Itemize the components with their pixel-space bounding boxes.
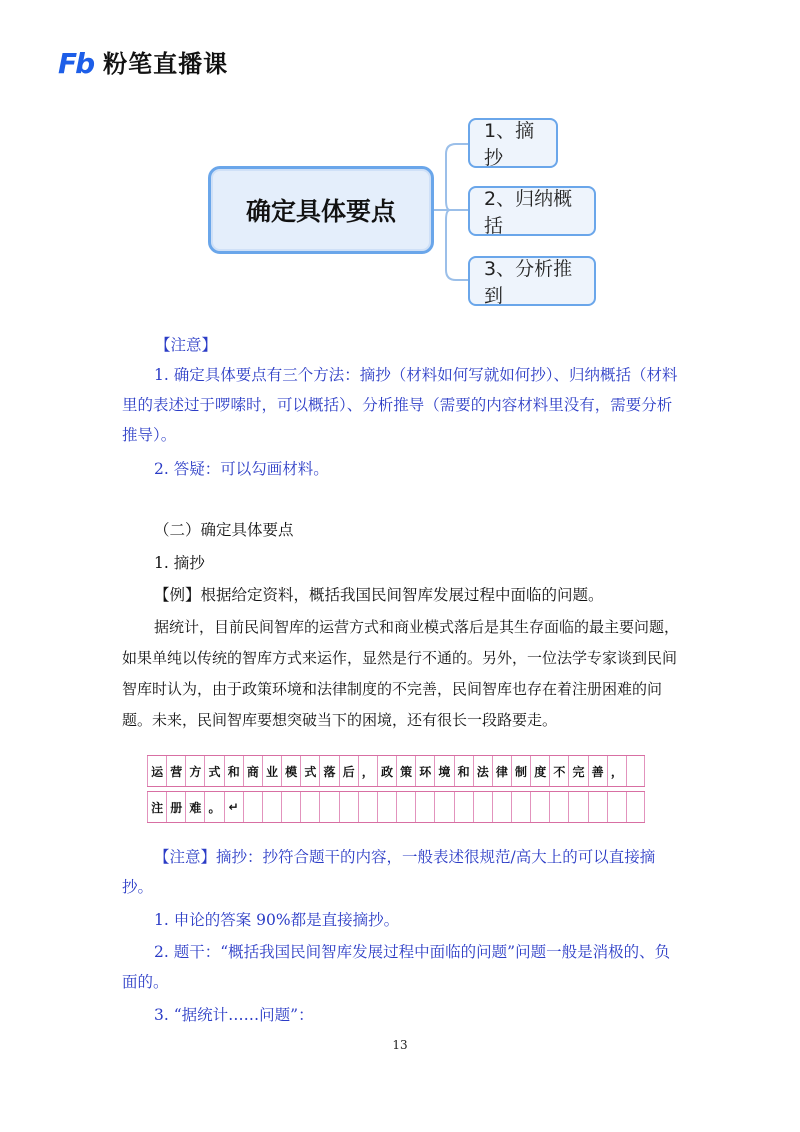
grid-cell <box>377 792 396 822</box>
grid-cell: 法 <box>473 756 492 786</box>
grid-cell: ↵ <box>224 792 243 822</box>
grid-cell <box>549 792 568 822</box>
grid-cell: 式 <box>204 756 223 786</box>
example-question: 【例】根据给定资料，概括我国民间智库发展过程中面临的问题。 <box>154 586 604 604</box>
grid-cell <box>243 792 262 822</box>
grid-cell: 册 <box>166 792 185 822</box>
grid-cell <box>262 792 281 822</box>
brand-logo <box>58 47 229 80</box>
grid-cell <box>415 792 434 822</box>
note2-item-0: 【注意】摘抄：抄符合题干的内容，一般表述很规范/高大上的可以直接摘抄。 <box>122 848 656 896</box>
grid-cell: 度 <box>530 756 549 786</box>
fb-logo-icon: Fb <box>58 47 94 80</box>
grid-cell: 不 <box>549 756 568 786</box>
note-title: 【注意】 <box>155 336 218 354</box>
grid-cell: 业 <box>262 756 281 786</box>
grid-cell: 制 <box>511 756 530 786</box>
grid-cell: ， <box>607 756 626 786</box>
grid-cell <box>626 756 645 786</box>
grid-cell <box>454 792 473 822</box>
grid-cell: 模 <box>281 756 300 786</box>
note2-item-2: 2. 题干：“概括我国民间智库发展过程中面临的问题”问题一般是消极的、负面的。 <box>122 943 671 991</box>
grid-cell: 政 <box>377 756 396 786</box>
grid-cell <box>588 792 607 822</box>
grid-cell: 后 <box>339 756 358 786</box>
note2-item-3: 3. “据统计……问题”： <box>154 1006 314 1024</box>
grid-cell <box>492 792 511 822</box>
grid-cell <box>396 792 415 822</box>
grid-cell: 商 <box>243 756 262 786</box>
grid-cell <box>568 792 587 822</box>
note-item-2: 2. 答疑：可以勾画材料。 <box>154 460 329 478</box>
page-number: 13 <box>392 1038 408 1052</box>
grid-cell: 注 <box>147 792 166 822</box>
mindmap-diagram <box>200 110 610 310</box>
grid-cell: ， <box>358 756 377 786</box>
grid-cell <box>626 792 645 822</box>
grid-cell: 和 <box>454 756 473 786</box>
grid-cell: 完 <box>568 756 587 786</box>
grid-cell: 营 <box>166 756 185 786</box>
grid-cell: 式 <box>300 756 319 786</box>
grid-cell <box>607 792 626 822</box>
grid-cell <box>281 792 300 822</box>
grid-cell: 策 <box>396 756 415 786</box>
grid-cell <box>339 792 358 822</box>
grid-cell: 和 <box>224 756 243 786</box>
grid-cell: 运 <box>147 756 166 786</box>
mindmap-node-summarize: 2、归纳概括 <box>468 186 596 236</box>
grid-cell <box>434 792 453 822</box>
note2-item-1: 1. 申论的答案 90%都是直接摘抄。 <box>154 911 400 929</box>
answer-grid <box>147 745 657 827</box>
grid-cell <box>300 792 319 822</box>
grid-cell <box>473 792 492 822</box>
grid-row-1 <box>147 755 645 787</box>
grid-cell: 境 <box>434 756 453 786</box>
mindmap-node-excerpt: 1、摘抄 <box>468 118 558 168</box>
grid-cell <box>511 792 530 822</box>
grid-cell <box>358 792 377 822</box>
brand-name: 粉笔直播课 <box>103 50 229 78</box>
grid-cell: 难 <box>185 792 204 822</box>
note-item-1: 1. 确定具体要点有三个方法：摘抄（材料如何写就如何抄）、归纳概括（材料里的表述过于啰嗦时，可以概括）、分析推导（需要的内容材料里没有，需要分析推导）。 <box>122 366 678 444</box>
grid-cell: 环 <box>415 756 434 786</box>
grid-cell: 落 <box>319 756 338 786</box>
grid-row-2 <box>147 791 645 823</box>
grid-cell <box>319 792 338 822</box>
grid-cell: 方 <box>185 756 204 786</box>
mindmap-root-node: 确定具体要点 <box>208 166 434 254</box>
material-paragraph: 据统计，目前民间智库的运营方式和商业模式落后是其生存面临的最主要问题，如果单纯以传统的智库方式来运作，显然是行不通的。另外，一位法学专家谈到民间智库时认为，由于政策环境和法律制度的不完善，民间智库也存在着注册困难的问题。未来，民间智库要想突破当下的困境，还有很长一段路要走。 <box>122 618 680 729</box>
subsection-heading: 1. 摘抄 <box>154 554 205 572</box>
grid-cell <box>530 792 549 822</box>
mindmap-node-infer: 3、分析推到 <box>468 256 596 306</box>
grid-cell: 。 <box>204 792 223 822</box>
grid-cell: 善 <box>588 756 607 786</box>
section-heading: （二）确定具体要点 <box>154 521 294 539</box>
grid-cell: 律 <box>492 756 511 786</box>
